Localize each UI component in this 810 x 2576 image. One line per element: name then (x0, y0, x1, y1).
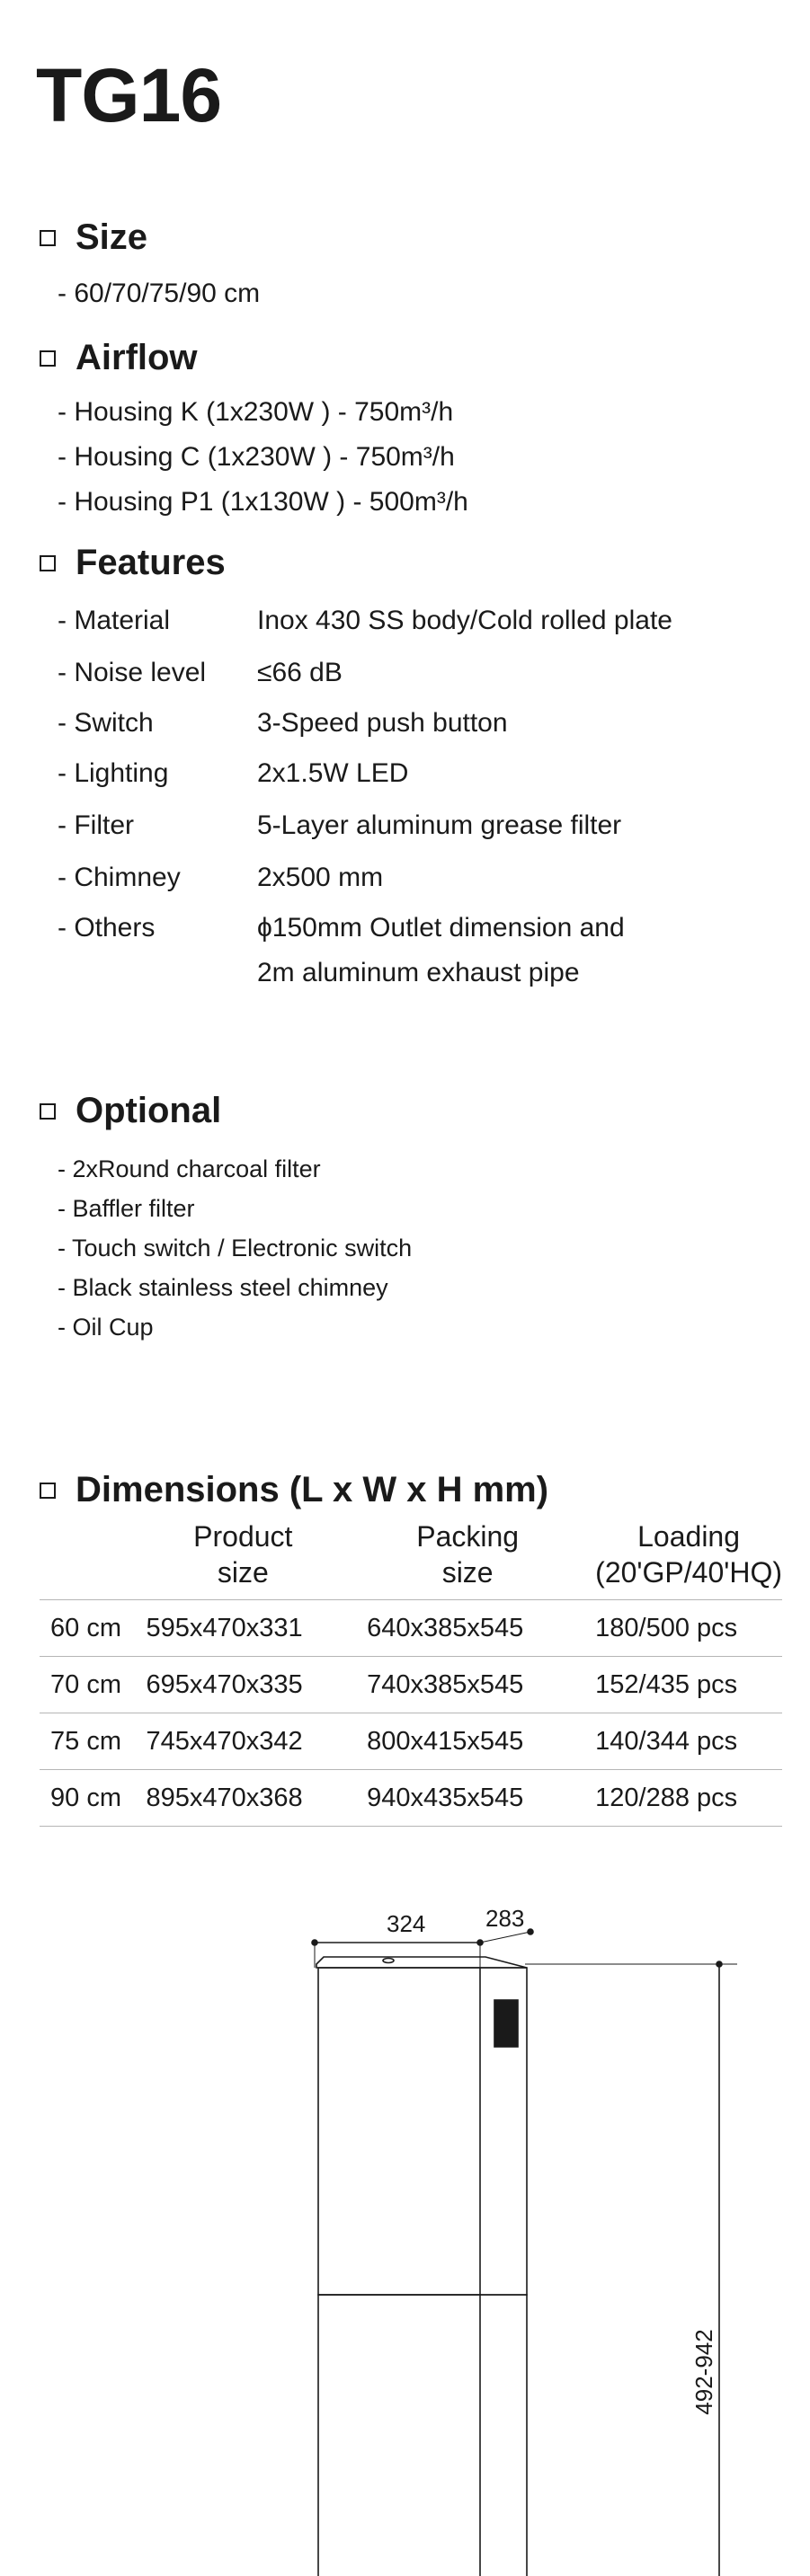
table-cell: 740x385x545 (367, 1657, 595, 1713)
airflow-item: - Housing K (1x230W ) - 750m³/h (58, 397, 454, 427)
feature-value-group (257, 913, 625, 988)
dimension-tick (528, 1929, 533, 1934)
dimensions-table (40, 1518, 782, 1827)
feature-value: ≤66 dB (257, 658, 343, 687)
table-cell: 75 cm (40, 1713, 146, 1770)
dimension-line-283 (480, 1932, 530, 1943)
upper-chimney-front (318, 1968, 480, 2295)
feature-row (58, 708, 508, 739)
feature-label: - Others (58, 913, 156, 943)
dimension-label-324: 324 (387, 1910, 426, 1937)
table-cell: 140/344 pcs (595, 1713, 782, 1770)
table-cell: 60 cm (40, 1600, 146, 1657)
header-line: Packing (416, 1520, 520, 1553)
table-header-empty (40, 1518, 146, 1600)
vent-grille (494, 2000, 518, 2047)
section-airflow-heading (40, 338, 198, 378)
table-cell: 90 cm (40, 1770, 146, 1827)
checkbox-square-icon (40, 1483, 56, 1499)
table-cell: 70 cm (40, 1657, 146, 1713)
optional-item: - 2xRound charcoal filter (58, 1155, 321, 1182)
feature-label: - Switch (58, 708, 154, 738)
table-row (40, 1713, 782, 1770)
table-cell: 640x385x545 (367, 1600, 595, 1657)
table-cell: 180/500 pcs (595, 1600, 782, 1657)
feature-label: - Chimney (58, 863, 181, 892)
feature-label: - Lighting (58, 758, 169, 788)
header-line: (20'GP/40'HQ) (595, 1556, 782, 1589)
chimney-cap (316, 1957, 527, 1968)
optional-item: - Touch switch / Electronic switch (58, 1235, 413, 1261)
product-title: TG16 (36, 53, 222, 137)
section-optional-heading (40, 1091, 221, 1131)
section-title: Optional (76, 1091, 222, 1130)
table-cell: 895x470x368 (146, 1770, 367, 1827)
dimension-tick (717, 1961, 722, 1967)
lower-chimney-side (480, 2295, 527, 2576)
header-line: Product (193, 1520, 293, 1553)
checkbox-square-icon (40, 230, 56, 246)
feature-label: - Filter (58, 810, 134, 840)
section-title: Airflow (76, 338, 198, 377)
table-header-packing-size (367, 1518, 595, 1600)
table-cell: 120/288 pcs (595, 1770, 782, 1827)
dimension-label-height: 492-942 (690, 2329, 717, 2415)
table-cell: 695x470x335 (146, 1657, 367, 1713)
feature-label: - Material (58, 606, 171, 635)
section-dimensions-heading (40, 1470, 548, 1510)
feature-row (58, 658, 343, 688)
table-cell: 940x435x545 (367, 1770, 595, 1827)
feature-value: ϕ150mm Outlet dimension and (257, 913, 625, 943)
dimension-label-283: 283 (485, 1905, 525, 1932)
table-cell: 800x415x545 (367, 1713, 595, 1770)
checkbox-square-icon (40, 350, 56, 367)
section-title: Features (76, 543, 226, 582)
feature-value: 5-Layer aluminum grease filter (257, 810, 622, 840)
feature-row (58, 810, 621, 841)
size-value: - 60/70/75/90 cm (58, 279, 261, 308)
feature-row (58, 863, 383, 893)
header-line: Loading (637, 1520, 741, 1553)
optional-item: - Black stainless steel chimney (58, 1274, 388, 1301)
table-row (40, 1770, 782, 1827)
table-cell: 595x470x331 (146, 1600, 367, 1657)
feature-value: 3-Speed push button (257, 708, 508, 738)
feature-value-continued: 2m aluminum exhaust pipe (257, 958, 580, 987)
header-line: size (217, 1556, 269, 1589)
table-header-product-size (146, 1518, 367, 1600)
airflow-item: - Housing P1 (1x130W ) - 500m³/h (58, 487, 468, 517)
lower-chimney-front (318, 2295, 480, 2576)
optional-item: - Oil Cup (58, 1314, 154, 1341)
optional-item: - Baffler filter (58, 1195, 195, 1222)
checkbox-square-icon (40, 1103, 56, 1120)
section-size-heading (40, 217, 147, 258)
feature-value: 2x1.5W LED (257, 758, 409, 788)
header-line: size (441, 1556, 494, 1589)
section-features-heading (40, 543, 226, 583)
airflow-item: - Housing C (1x230W ) - 750m³/h (58, 442, 455, 472)
feature-row (58, 758, 408, 789)
feature-value: Inox 430 SS body/Cold rolled plate (257, 606, 672, 635)
feature-row (58, 606, 672, 636)
cap-hole (383, 1959, 394, 1963)
table-cell: 152/435 pcs (595, 1657, 782, 1713)
table-cell: 745x470x342 (146, 1713, 367, 1770)
section-title: Size (76, 217, 148, 257)
range-hood-technical-drawing (0, 1869, 810, 2576)
feature-row (58, 913, 625, 988)
feature-value: 2x500 mm (257, 863, 384, 892)
section-title: Dimensions (L x W x H mm) (76, 1470, 549, 1509)
table-row (40, 1657, 782, 1713)
table-row (40, 1600, 782, 1657)
table-header-row (40, 1518, 782, 1600)
checkbox-square-icon (40, 555, 56, 571)
table-header-loading (595, 1518, 782, 1600)
feature-label: - Noise level (58, 658, 207, 687)
